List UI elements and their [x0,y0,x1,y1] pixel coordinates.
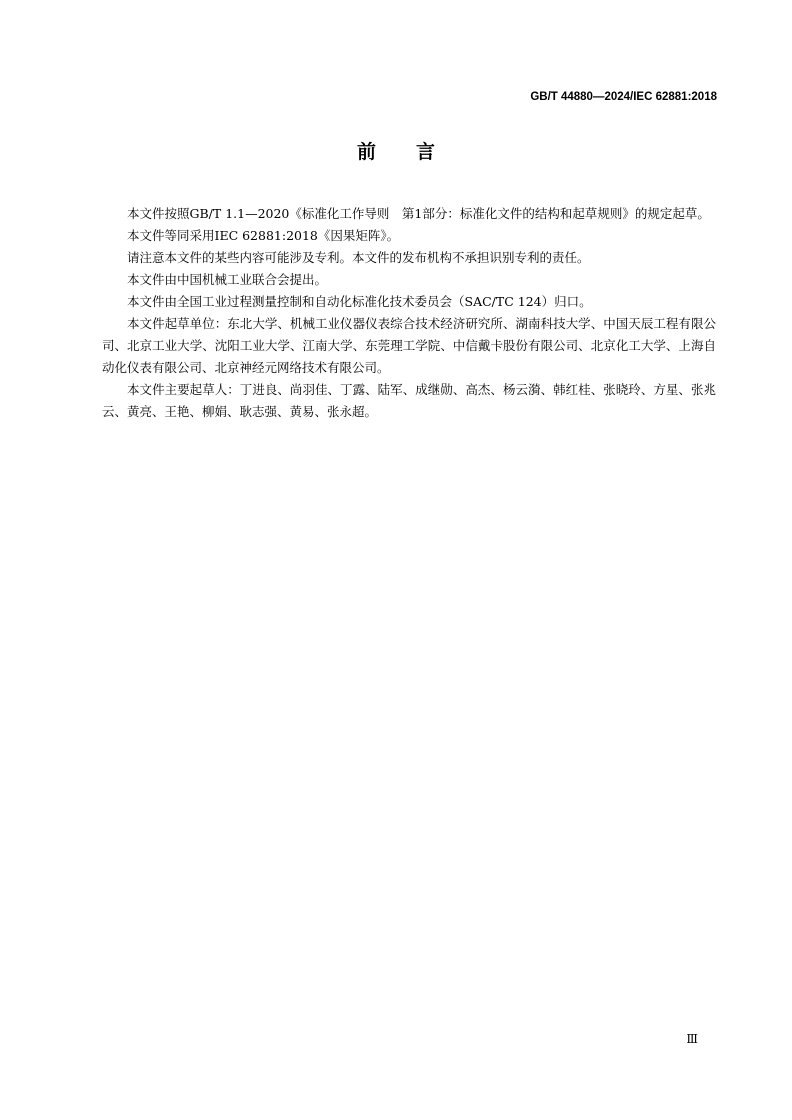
title-char-1: 前 [356,141,376,163]
page-title [0,137,792,164]
paragraph-proposer: 本文件由中国机械工业联合会提出。 [127,272,328,287]
standard-code: GB/T 44880—2024/IEC 62881:2018 [530,91,717,103]
foreword-body [102,203,716,423]
page-number: Ⅲ [686,1032,698,1046]
paragraph-drafters: 本文件主要起草人：丁进良、尚羽佳、丁露、陆军、成继勋、高杰、杨云漪、韩红桂、张晓玲、方星、张兆云、黄亮、王艳、柳娟、耿志强、黄易、张永超。 [102,382,716,419]
paragraph-adoption: 本文件等同采用IEC 62881:2018《因果矩阵》。 [127,228,400,243]
paragraph-patent-notice: 请注意本文件的某些内容可能涉及专利。本文件的发布机构不承担识别专利的责任。 [127,250,590,265]
paragraph-committee: 本文件由全国工业过程测量控制和自动化标准化技术委员会（SAC/TC 124）归口。 [127,294,592,309]
title-char-2: 言 [416,141,436,163]
paragraph-drafting-units: 本文件起草单位：东北大学、机械工业仪器仪表综合技术经济研究所、湖南科技大学、中国天辰工程有限公司、北京工业大学、沈阳工业大学、江南大学、东莞理工学院、中信戴卡股份有限公司、北京化工大学、上海自动化仪表有限公司、北京神经元网络技术有限公司。 [102,316,716,375]
paragraph-drafting-rules: 本文件按照GB/T 1.1—2020《标准化工作导则 第1部分：标准化文件的结构和起草规则》的规定起草。 [127,206,710,221]
